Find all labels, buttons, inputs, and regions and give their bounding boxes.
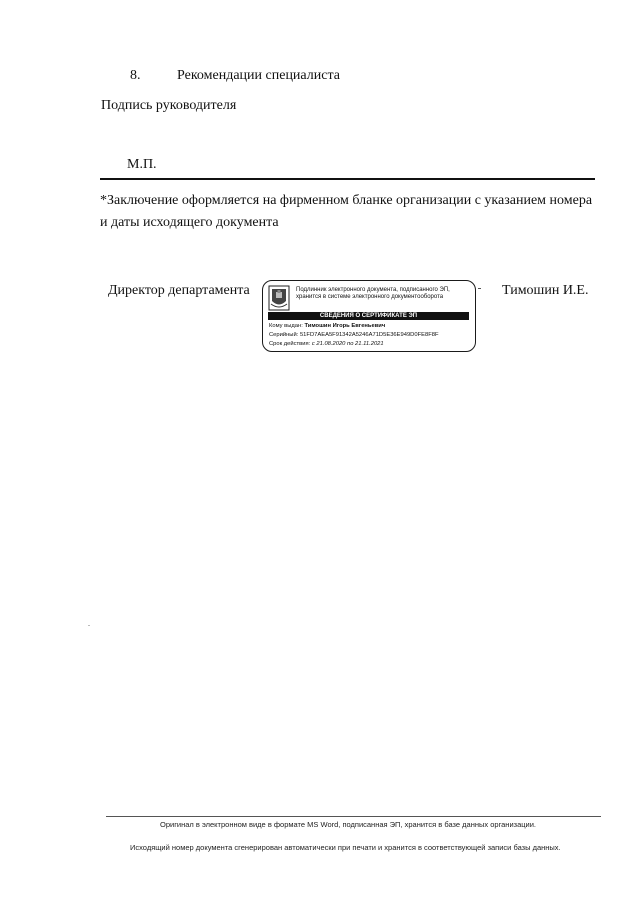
- serial-row: [269, 332, 439, 339]
- stamp-header-line-1: Подлинник электронного документа, подписанного ЭП,: [296, 287, 450, 293]
- signature-label: Подпись руководителя: [101, 98, 237, 113]
- electronic-signature-stamp: [262, 280, 476, 352]
- certificate-info-title: СВЕДЕНИЯ О СЕРТИФИКАТЕ ЭП: [268, 312, 469, 320]
- scan-mark: [478, 288, 481, 289]
- scan-speck: [88, 625, 90, 626]
- issued-to-value: Тимошин Игорь Евгеньевич: [304, 323, 386, 329]
- validity-row: [269, 341, 384, 348]
- issued-to-label: Кому выдан:: [269, 323, 303, 329]
- footer-line-1: Оригинал в электронном виде в формате MS Word, подписанная ЭП, хранится в базе данных организации.: [160, 820, 537, 829]
- director-title: Директор департамента: [108, 283, 250, 298]
- footnote: *Заключение оформляется на фирменном бланке организации с указанием номера и даты исходящего документа: [100, 193, 593, 230]
- stamp-label: М.П.: [127, 157, 157, 172]
- director-name: Тимошин И.Е.: [502, 283, 589, 298]
- footer-line-2: Исходящий номер документа сгенерирован автоматически при печати и хранится в соответствующей записи базы данных.: [130, 843, 561, 852]
- coat-of-arms-icon: [268, 285, 290, 311]
- section-number: 8.: [130, 68, 141, 83]
- footer-divider: [106, 816, 601, 817]
- issued-to-row: [269, 323, 385, 330]
- divider: [100, 178, 595, 180]
- stamp-header-line-2: хранится в системе электронного документооборота: [296, 294, 444, 300]
- validity-label: Срок действия:: [269, 341, 311, 347]
- serial-label: Серийный:: [269, 332, 299, 338]
- section-title: Рекомендации специалиста: [177, 68, 340, 83]
- validity-value: с 21.08.2020 по 21.11.2021: [311, 341, 384, 347]
- serial-value: 51FD7AEA5F91342A5246A71D5E36E949D0FE8F8F: [299, 332, 439, 338]
